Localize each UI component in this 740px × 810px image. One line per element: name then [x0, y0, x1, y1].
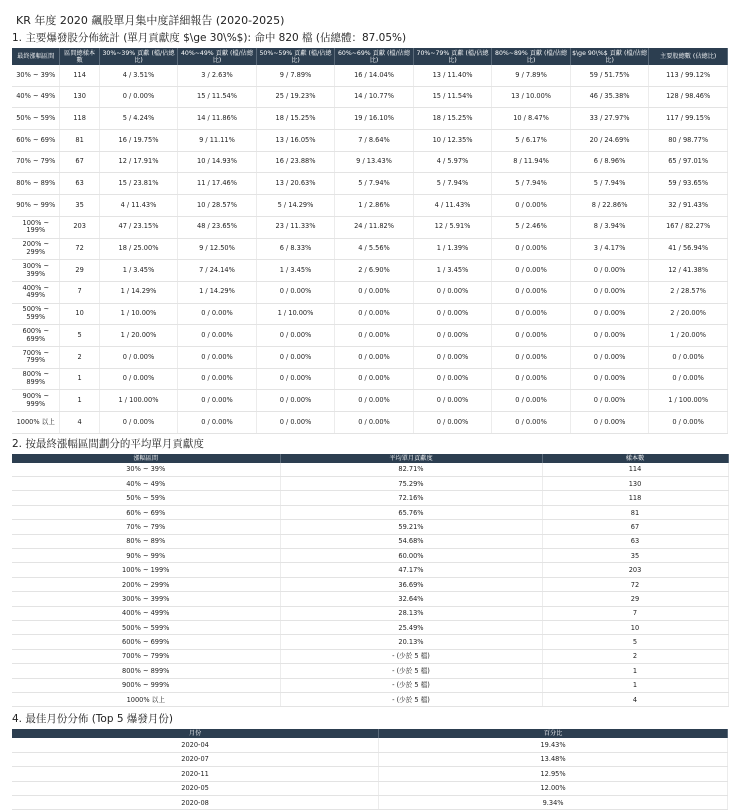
- distribution-cell: 0 / 0.00%: [178, 303, 257, 325]
- average-row: [12, 678, 728, 692]
- best-month-table: [12, 729, 728, 810]
- average-cell: 81: [542, 505, 728, 519]
- average-row: [12, 577, 728, 591]
- distribution-cell: 13 / 16.05%: [256, 130, 335, 152]
- distribution-cell: 0 / 0.00%: [178, 346, 257, 368]
- best-month-cell: 12.95%: [379, 767, 728, 781]
- distribution-header-cell: 50%~59% 貢獻 (檔/佔總比): [256, 48, 335, 65]
- average-cell: 72.16%: [280, 491, 542, 505]
- distribution-header-cell: 最終漲幅區間: [12, 48, 60, 65]
- distribution-cell: 0 / 0.00%: [570, 260, 649, 282]
- distribution-cell: 4 / 11.43%: [99, 195, 178, 217]
- distribution-cell: 25 / 19.23%: [256, 86, 335, 108]
- distribution-cell: 0 / 0.00%: [335, 346, 414, 368]
- distribution-cell: 0 / 0.00%: [335, 281, 414, 303]
- distribution-cell: 13 / 11.40%: [413, 65, 492, 86]
- average-cell: 5: [542, 635, 728, 649]
- distribution-cell: 0 / 0.00%: [492, 281, 571, 303]
- average-cell: 82.71%: [280, 463, 542, 477]
- distribution-cell: 0 / 0.00%: [335, 303, 414, 325]
- average-cell: 70% ~ 79%: [12, 520, 280, 534]
- average-cell: 90% ~ 99%: [12, 549, 280, 563]
- average-row: [12, 505, 728, 519]
- best-month-row: [12, 752, 728, 766]
- average-cell: 63: [542, 534, 728, 548]
- distribution-header-cell: 60%~69% 貢獻 (檔/佔總比): [335, 48, 414, 65]
- distribution-cell: 0 / 0.00%: [335, 412, 414, 434]
- average-cell: - (少於 5 檔): [280, 678, 542, 692]
- average-cell: 600% ~ 699%: [12, 635, 280, 649]
- distribution-cell: 0 / 0.00%: [492, 195, 571, 217]
- distribution-cell: 5 / 7.94%: [413, 173, 492, 195]
- distribution-cell: 4 / 3.51%: [99, 65, 178, 86]
- average-cell: 114: [542, 463, 728, 477]
- distribution-cell: 1 / 14.29%: [178, 281, 257, 303]
- distribution-cell: 0 / 0.00%: [256, 325, 335, 347]
- distribution-cell: 41 / 56.94%: [649, 238, 728, 260]
- average-cell: - (少於 5 檔): [280, 692, 542, 706]
- distribution-cell: 3 / 2.63%: [178, 65, 257, 86]
- distribution-cell: 0 / 0.00%: [335, 368, 414, 390]
- distribution-row: [12, 238, 728, 260]
- average-cell: 32.64%: [280, 592, 542, 606]
- best-month-row: [12, 738, 728, 752]
- distribution-cell: 600% ~ 699%: [12, 325, 60, 347]
- distribution-cell: 16 / 19.75%: [99, 130, 178, 152]
- best-month-cell: 2020-04: [12, 738, 379, 752]
- average-contribution-table: [12, 454, 729, 708]
- distribution-cell: 0 / 0.00%: [492, 260, 571, 282]
- average-cell: 800% ~ 899%: [12, 664, 280, 678]
- distribution-header-cell: 區間總樣本數: [60, 48, 99, 65]
- distribution-cell: 128 / 98.46%: [649, 86, 728, 108]
- distribution-cell: 67: [60, 151, 99, 173]
- distribution-cell: 0 / 0.00%: [335, 390, 414, 412]
- average-cell: 400% ~ 499%: [12, 606, 280, 620]
- distribution-cell: 1: [60, 368, 99, 390]
- distribution-cell: 46 / 35.38%: [570, 86, 649, 108]
- distribution-cell: 118: [60, 108, 99, 130]
- average-cell: 80% ~ 89%: [12, 534, 280, 548]
- distribution-cell: 19 / 16.10%: [335, 108, 414, 130]
- distribution-cell: 0 / 0.00%: [99, 86, 178, 108]
- distribution-cell: 8 / 22.86%: [570, 195, 649, 217]
- distribution-cell: 18 / 15.25%: [413, 108, 492, 130]
- distribution-cell: 16 / 14.04%: [335, 65, 414, 86]
- distribution-cell: 13 / 20.63%: [256, 173, 335, 195]
- distribution-row: [12, 173, 728, 195]
- best-month-cell: 13.48%: [379, 752, 728, 766]
- distribution-cell: 0 / 0.00%: [492, 238, 571, 260]
- average-cell: 25.49%: [280, 620, 542, 634]
- average-cell: 1: [542, 678, 728, 692]
- average-cell: 72: [542, 577, 728, 591]
- distribution-cell: 0 / 0.00%: [570, 368, 649, 390]
- distribution-cell: 14 / 11.86%: [178, 108, 257, 130]
- distribution-cell: 1 / 14.29%: [99, 281, 178, 303]
- average-row: [12, 563, 728, 577]
- distribution-cell: 23 / 11.33%: [256, 216, 335, 238]
- average-cell: 30% ~ 39%: [12, 463, 280, 477]
- distribution-cell: 0 / 0.00%: [649, 412, 728, 434]
- average-cell: 54.68%: [280, 534, 542, 548]
- distribution-cell: 12 / 41.38%: [649, 260, 728, 282]
- distribution-cell: 11 / 17.46%: [178, 173, 257, 195]
- distribution-cell: 7 / 8.64%: [335, 130, 414, 152]
- distribution-cell: 0 / 0.00%: [256, 368, 335, 390]
- average-cell: 75.29%: [280, 477, 542, 491]
- average-cell: 4: [542, 692, 728, 706]
- average-cell: 29: [542, 592, 728, 606]
- distribution-cell: 1 / 20.00%: [649, 325, 728, 347]
- distribution-cell: 0 / 0.00%: [256, 412, 335, 434]
- average-cell: 130: [542, 477, 728, 491]
- distribution-row: [12, 368, 728, 390]
- average-cell: 200% ~ 299%: [12, 577, 280, 591]
- distribution-cell: 50% ~ 59%: [12, 108, 60, 130]
- distribution-row: [12, 86, 728, 108]
- distribution-cell: 0 / 0.00%: [649, 346, 728, 368]
- distribution-cell: 4 / 11.43%: [413, 195, 492, 217]
- distribution-cell: 35: [60, 195, 99, 217]
- distribution-cell: 4 / 5.97%: [413, 151, 492, 173]
- distribution-cell: 700% ~ 799%: [12, 346, 60, 368]
- distribution-cell: 6 / 8.96%: [570, 151, 649, 173]
- distribution-cell: 59 / 51.75%: [570, 65, 649, 86]
- average-cell: 7: [542, 606, 728, 620]
- distribution-cell: 100% ~ 199%: [12, 216, 60, 238]
- distribution-cell: 80% ~ 89%: [12, 173, 60, 195]
- distribution-cell: 24 / 11.82%: [335, 216, 414, 238]
- section4-heading: 4. 最佳月份分佈 (Top 5 爆發月份): [12, 713, 173, 726]
- distribution-cell: 10 / 8.47%: [492, 108, 571, 130]
- average-row: [12, 463, 728, 477]
- distribution-cell: 65 / 97.01%: [649, 151, 728, 173]
- average-cell: 35: [542, 549, 728, 563]
- distribution-cell: 0 / 0.00%: [492, 412, 571, 434]
- best-month-table-header: [12, 729, 728, 738]
- distribution-cell: 7: [60, 281, 99, 303]
- best-month-header-cell: 月份: [12, 729, 379, 738]
- distribution-cell: 14 / 10.77%: [335, 86, 414, 108]
- distribution-cell: 30% ~ 39%: [12, 65, 60, 86]
- distribution-row: [12, 325, 728, 347]
- average-row: [12, 491, 728, 505]
- distribution-cell: 0 / 0.00%: [492, 325, 571, 347]
- distribution-cell: 4: [60, 412, 99, 434]
- average-row: [12, 635, 728, 649]
- distribution-cell: 10 / 28.57%: [178, 195, 257, 217]
- section1-heading: 1. 主要爆發股分佈統計 (單月貢獻度 $\ge 30\%$): 命中 820 檔 (佔總體：87.05%): [12, 32, 407, 44]
- distribution-cell: 9 / 7.89%: [492, 65, 571, 86]
- distribution-cell: 9 / 11.11%: [178, 130, 257, 152]
- distribution-cell: 1 / 10.00%: [256, 303, 335, 325]
- distribution-cell: 0 / 0.00%: [178, 390, 257, 412]
- average-table-header: [12, 454, 728, 463]
- distribution-cell: 1 / 3.45%: [413, 260, 492, 282]
- distribution-cell: 59 / 93.65%: [649, 173, 728, 195]
- distribution-table-header: [12, 48, 728, 65]
- average-cell: 59.21%: [280, 520, 542, 534]
- distribution-header-cell: 30%~39% 貢獻 (檔/佔總比): [99, 48, 178, 65]
- average-cell: 36.69%: [280, 577, 542, 591]
- distribution-cell: 10 / 12.35%: [413, 130, 492, 152]
- average-row: [12, 477, 728, 491]
- distribution-cell: 0 / 0.00%: [570, 303, 649, 325]
- distribution-cell: 18 / 15.25%: [256, 108, 335, 130]
- distribution-row: [12, 412, 728, 434]
- best-month-cell: 2020-11: [12, 767, 379, 781]
- distribution-cell: 1: [60, 390, 99, 412]
- average-cell: 203: [542, 563, 728, 577]
- distribution-cell: 300% ~ 399%: [12, 260, 60, 282]
- best-month-cell: 2020-05: [12, 781, 379, 795]
- average-cell: 1000% 以上: [12, 692, 280, 706]
- average-cell: 50% ~ 59%: [12, 491, 280, 505]
- distribution-cell: 203: [60, 216, 99, 238]
- distribution-cell: 8 / 11.94%: [492, 151, 571, 173]
- distribution-cell: 1 / 10.00%: [99, 303, 178, 325]
- distribution-cell: 900% ~ 999%: [12, 390, 60, 412]
- distribution-row: [12, 346, 728, 368]
- average-cell: 1: [542, 664, 728, 678]
- distribution-cell: 3 / 4.17%: [570, 238, 649, 260]
- average-cell: 300% ~ 399%: [12, 592, 280, 606]
- distribution-cell: 0 / 0.00%: [413, 281, 492, 303]
- distribution-row: [12, 281, 728, 303]
- average-row: [12, 692, 728, 706]
- distribution-header-cell: 80%~89% 貢獻 (檔/佔總比): [492, 48, 571, 65]
- distribution-cell: 48 / 23.65%: [178, 216, 257, 238]
- average-header-cell: 樣本數: [542, 454, 728, 463]
- distribution-cell: 32 / 91.43%: [649, 195, 728, 217]
- average-cell: 65.76%: [280, 505, 542, 519]
- average-cell: 60.00%: [280, 549, 542, 563]
- distribution-cell: 12 / 5.91%: [413, 216, 492, 238]
- distribution-header-cell: $\ge 90\%$ 貢獻 (檔/佔總比): [572, 49, 648, 64]
- distribution-cell: 5 / 7.94%: [335, 173, 414, 195]
- distribution-cell: 12 / 17.91%: [99, 151, 178, 173]
- distribution-cell: 40% ~ 49%: [12, 86, 60, 108]
- distribution-cell: 2 / 6.90%: [335, 260, 414, 282]
- distribution-cell: 7 / 24.14%: [178, 260, 257, 282]
- distribution-cell: 5 / 14.29%: [256, 195, 335, 217]
- average-cell: 700% ~ 799%: [12, 649, 280, 663]
- distribution-cell: 47 / 23.15%: [99, 216, 178, 238]
- distribution-row: [12, 303, 728, 325]
- distribution-header-cell: 40%~49% 貢獻 (檔/佔總比): [178, 48, 257, 65]
- best-month-cell: 9.34%: [379, 795, 728, 809]
- distribution-row: [12, 195, 728, 217]
- average-cell: 28.13%: [280, 606, 542, 620]
- distribution-row: [12, 260, 728, 282]
- distribution-cell: 9 / 12.50%: [178, 238, 257, 260]
- distribution-cell: 800% ~ 899%: [12, 368, 60, 390]
- distribution-cell: 2 / 28.57%: [649, 281, 728, 303]
- distribution-cell: 0 / 0.00%: [413, 368, 492, 390]
- average-row: [12, 649, 728, 663]
- average-cell: 40% ~ 49%: [12, 477, 280, 491]
- distribution-cell: 0 / 0.00%: [178, 412, 257, 434]
- distribution-cell: 10 / 14.93%: [178, 151, 257, 173]
- distribution-cell: 8 / 3.94%: [570, 216, 649, 238]
- distribution-cell: 0 / 0.00%: [492, 368, 571, 390]
- distribution-cell: 0 / 0.00%: [649, 368, 728, 390]
- average-cell: 900% ~ 999%: [12, 678, 280, 692]
- distribution-cell: 0 / 0.00%: [99, 346, 178, 368]
- average-cell: 100% ~ 199%: [12, 563, 280, 577]
- distribution-cell: 13 / 10.00%: [492, 86, 571, 108]
- distribution-cell: 400% ~ 499%: [12, 281, 60, 303]
- distribution-cell: 0 / 0.00%: [570, 325, 649, 347]
- distribution-cell: 1 / 100.00%: [649, 390, 728, 412]
- distribution-cell: 5 / 2.46%: [492, 216, 571, 238]
- distribution-cell: 1 / 20.00%: [99, 325, 178, 347]
- best-month-row: [12, 781, 728, 795]
- distribution-cell: 117 / 99.15%: [649, 108, 728, 130]
- distribution-cell: 0 / 0.00%: [413, 412, 492, 434]
- distribution-cell: 6 / 8.33%: [256, 238, 335, 260]
- section2-heading: 2. 按最終漲幅區間劃分的平均單月貢獻度: [12, 437, 204, 450]
- distribution-cell: 5 / 4.24%: [99, 108, 178, 130]
- distribution-cell: 72: [60, 238, 99, 260]
- distribution-cell: 60% ~ 69%: [12, 130, 60, 152]
- distribution-cell: 1 / 100.00%: [99, 390, 178, 412]
- best-month-cell: 2020-07: [12, 752, 379, 766]
- distribution-cell: 0 / 0.00%: [256, 390, 335, 412]
- distribution-cell: 0 / 0.00%: [99, 412, 178, 434]
- distribution-cell: 0 / 0.00%: [413, 303, 492, 325]
- average-cell: 118: [542, 491, 728, 505]
- distribution-cell: 4 / 5.56%: [335, 238, 414, 260]
- distribution-row: [12, 216, 728, 238]
- distribution-cell: 5 / 7.94%: [570, 173, 649, 195]
- distribution-cell: 5: [60, 325, 99, 347]
- distribution-cell: 0 / 0.00%: [178, 368, 257, 390]
- distribution-cell: 9 / 7.89%: [256, 65, 335, 86]
- average-row: [12, 606, 728, 620]
- distribution-cell: 0 / 0.00%: [99, 368, 178, 390]
- distribution-cell: 33 / 27.97%: [570, 108, 649, 130]
- distribution-cell: 0 / 0.00%: [413, 390, 492, 412]
- average-header-cell: 漲幅區間: [12, 454, 280, 463]
- distribution-cell: 113 / 99.12%: [649, 65, 728, 86]
- best-month-header-cell: 百分比: [379, 729, 728, 738]
- best-month-cell: 12.00%: [379, 781, 728, 795]
- distribution-cell: 18 / 25.00%: [99, 238, 178, 260]
- distribution-cell: 0 / 0.00%: [570, 346, 649, 368]
- distribution-header-cell: 70%~79% 貢獻 (檔/佔總比): [413, 48, 492, 65]
- distribution-row: [12, 108, 728, 130]
- average-row: [12, 520, 728, 534]
- average-row: [12, 534, 728, 548]
- distribution-cell: 15 / 11.54%: [178, 86, 257, 108]
- distribution-row: [12, 151, 728, 173]
- distribution-cell: 0 / 0.00%: [492, 303, 571, 325]
- average-cell: 67: [542, 520, 728, 534]
- distribution-row: [12, 130, 728, 152]
- distribution-cell: 29: [60, 260, 99, 282]
- average-cell: 47.17%: [280, 563, 542, 577]
- distribution-cell: 2: [60, 346, 99, 368]
- distribution-cell: 10: [60, 303, 99, 325]
- distribution-cell: 0 / 0.00%: [570, 390, 649, 412]
- distribution-cell: 5 / 7.94%: [492, 173, 571, 195]
- distribution-cell: 1 / 2.86%: [335, 195, 414, 217]
- distribution-cell: 0 / 0.00%: [256, 281, 335, 303]
- average-row: [12, 549, 728, 563]
- average-cell: 60% ~ 69%: [12, 505, 280, 519]
- average-cell: - (少於 5 檔): [280, 664, 542, 678]
- distribution-cell: 200% ~ 299%: [12, 238, 60, 260]
- average-cell: 10: [542, 620, 728, 634]
- average-header-cell: 平均單月貢獻度: [280, 454, 542, 463]
- distribution-cell: 0 / 0.00%: [413, 346, 492, 368]
- distribution-cell: 90% ~ 99%: [12, 195, 60, 217]
- distribution-cell: 130: [60, 86, 99, 108]
- best-month-cell: 19.43%: [379, 738, 728, 752]
- distribution-cell: 1 / 3.45%: [256, 260, 335, 282]
- distribution-cell: 15 / 23.81%: [99, 173, 178, 195]
- distribution-cell: 0 / 0.00%: [178, 325, 257, 347]
- average-row: [12, 620, 728, 634]
- distribution-header-cell: 主要股總數 (佔總比): [649, 48, 728, 65]
- distribution-cell: 5 / 6.17%: [492, 130, 571, 152]
- distribution-cell: 114: [60, 65, 99, 86]
- best-month-row: [12, 767, 728, 781]
- best-month-row: [12, 795, 728, 809]
- distribution-cell: 20 / 24.69%: [570, 130, 649, 152]
- distribution-cell: 70% ~ 79%: [12, 151, 60, 173]
- average-row: [12, 664, 728, 678]
- best-month-cell: 2020-08: [12, 795, 379, 809]
- distribution-cell: 1 / 1.39%: [413, 238, 492, 260]
- distribution-cell: 0 / 0.00%: [335, 325, 414, 347]
- average-cell: 20.13%: [280, 635, 542, 649]
- distribution-row: [12, 390, 728, 412]
- distribution-cell: 0 / 0.00%: [570, 412, 649, 434]
- distribution-cell: 2 / 20.00%: [649, 303, 728, 325]
- distribution-cell: 1000% 以上: [12, 412, 60, 434]
- distribution-cell: 0 / 0.00%: [492, 390, 571, 412]
- distribution-cell: 167 / 82.27%: [649, 216, 728, 238]
- average-row: [12, 592, 728, 606]
- distribution-cell: 80 / 98.77%: [649, 130, 728, 152]
- distribution-cell: 0 / 0.00%: [256, 346, 335, 368]
- distribution-cell: 63: [60, 173, 99, 195]
- average-cell: 500% ~ 599%: [12, 620, 280, 634]
- distribution-cell: 0 / 0.00%: [492, 346, 571, 368]
- distribution-cell: 0 / 0.00%: [413, 325, 492, 347]
- average-cell: - (少於 5 檔): [280, 649, 542, 663]
- report-title: KR 年度 2020 飆股單月集中度詳細報告 (2020-2025): [16, 14, 285, 27]
- distribution-cell: 0 / 0.00%: [570, 281, 649, 303]
- distribution-cell: 81: [60, 130, 99, 152]
- distribution-cell: 9 / 13.43%: [335, 151, 414, 173]
- distribution-cell: 1 / 3.45%: [99, 260, 178, 282]
- distribution-row: [12, 65, 728, 86]
- average-cell: 2: [542, 649, 728, 663]
- distribution-cell: 500% ~ 599%: [12, 303, 60, 325]
- distribution-cell: 16 / 23.88%: [256, 151, 335, 173]
- distribution-table: [12, 48, 728, 434]
- distribution-cell: 15 / 11.54%: [413, 86, 492, 108]
